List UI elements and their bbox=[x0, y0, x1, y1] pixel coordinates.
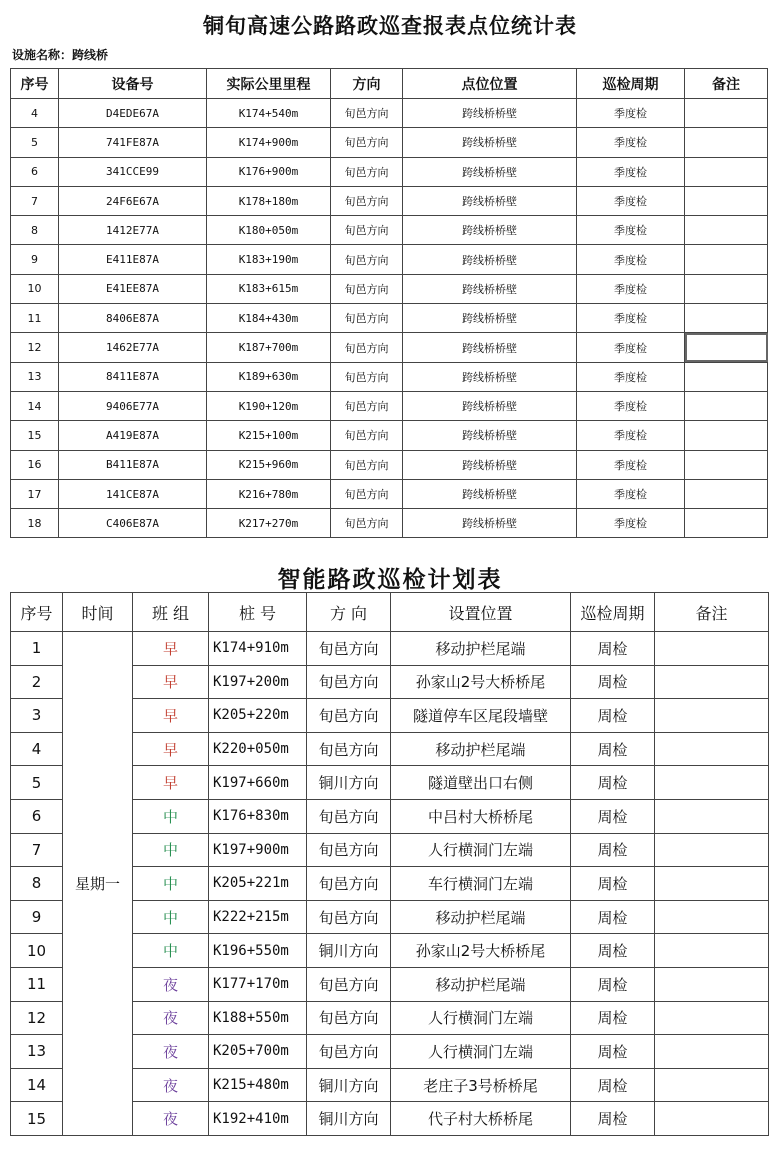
row-number-cell: 14 bbox=[11, 1068, 63, 1102]
column-header: 班 组 bbox=[133, 593, 209, 632]
location-cell: 移动护栏尾端 bbox=[391, 632, 571, 666]
day-cell: 星期一 bbox=[63, 632, 133, 1136]
column-header: 备注 bbox=[685, 69, 768, 99]
row-number-cell: 6 bbox=[11, 799, 63, 833]
remark-cell bbox=[655, 934, 769, 968]
point-location-cell: 跨线桥桥壁 bbox=[403, 186, 577, 215]
row-number-cell: 1 bbox=[11, 632, 63, 666]
column-header: 序号 bbox=[11, 593, 63, 632]
location-cell: 人行横洞门左端 bbox=[391, 1001, 571, 1035]
remark-cell bbox=[655, 766, 769, 800]
mileage-cell: K178+180m bbox=[207, 186, 331, 215]
inspection-cycle-cell: 周检 bbox=[571, 967, 655, 1001]
stake-number-cell: K220+050m bbox=[209, 732, 307, 766]
direction-cell: 旬邑方向 bbox=[307, 665, 391, 699]
remark-cell bbox=[655, 833, 769, 867]
table-row bbox=[11, 450, 768, 479]
table-row bbox=[11, 632, 769, 666]
mileage-cell: K180+050m bbox=[207, 216, 331, 245]
stake-number-cell: K215+480m bbox=[209, 1068, 307, 1102]
inspection-cycle-cell: 周检 bbox=[571, 900, 655, 934]
remark-cell bbox=[685, 333, 768, 362]
inspection-cycle-cell: 周检 bbox=[571, 1102, 655, 1136]
table-header-row bbox=[11, 593, 769, 632]
row-number-cell: 11 bbox=[11, 967, 63, 1001]
direction-cell: 铜川方向 bbox=[307, 1102, 391, 1136]
device-code-cell: D4EDE67A bbox=[59, 99, 207, 128]
stake-number-cell: K197+900m bbox=[209, 833, 307, 867]
device-code-cell: E41EE87A bbox=[59, 274, 207, 303]
inspection-cycle-cell: 周检 bbox=[571, 665, 655, 699]
shift-cell: 中 bbox=[133, 934, 209, 968]
mileage-cell: K183+615m bbox=[207, 274, 331, 303]
location-cell: 老庄子3号桥桥尾 bbox=[391, 1068, 571, 1102]
remark-cell bbox=[685, 128, 768, 157]
stake-number-cell: K205+221m bbox=[209, 867, 307, 901]
point-location-cell: 跨线桥桥壁 bbox=[403, 509, 577, 538]
row-number-cell: 15 bbox=[11, 1102, 63, 1136]
direction-cell: 旬邑方向 bbox=[331, 391, 403, 420]
point-location-cell: 跨线桥桥壁 bbox=[403, 216, 577, 245]
remark-cell bbox=[685, 450, 768, 479]
row-number-cell: 16 bbox=[11, 450, 59, 479]
direction-cell: 铜川方向 bbox=[307, 1068, 391, 1102]
row-number-cell: 7 bbox=[11, 186, 59, 215]
point-location-cell: 跨线桥桥壁 bbox=[403, 450, 577, 479]
mileage-cell: K174+900m bbox=[207, 128, 331, 157]
shift-cell: 夜 bbox=[133, 1102, 209, 1136]
row-number-cell: 8 bbox=[11, 867, 63, 901]
remark-cell bbox=[655, 967, 769, 1001]
remark-cell bbox=[685, 216, 768, 245]
remark-cell bbox=[685, 362, 768, 391]
remark-cell bbox=[655, 900, 769, 934]
remark-cell bbox=[685, 245, 768, 274]
remark-cell bbox=[685, 479, 768, 508]
mileage-cell: K215+960m bbox=[207, 450, 331, 479]
shift-cell: 中 bbox=[133, 833, 209, 867]
direction-cell: 旬邑方向 bbox=[331, 304, 403, 333]
row-number-cell: 11 bbox=[11, 304, 59, 333]
remark-cell bbox=[685, 274, 768, 303]
mileage-cell: K189+630m bbox=[207, 362, 331, 391]
table-row bbox=[11, 509, 768, 538]
remark-cell bbox=[685, 157, 768, 186]
column-header: 桩 号 bbox=[209, 593, 307, 632]
location-cell: 中吕村大桥桥尾 bbox=[391, 799, 571, 833]
shift-cell: 夜 bbox=[133, 1068, 209, 1102]
shift-cell: 中 bbox=[133, 799, 209, 833]
mileage-cell: K184+430m bbox=[207, 304, 331, 333]
row-number-cell: 12 bbox=[11, 1001, 63, 1035]
direction-cell: 铜川方向 bbox=[307, 934, 391, 968]
direction-cell: 旬邑方向 bbox=[331, 333, 403, 362]
inspection-cycle-cell: 季度检 bbox=[577, 186, 685, 215]
inspection-cycle-cell: 季度检 bbox=[577, 421, 685, 450]
mileage-cell: K176+900m bbox=[207, 157, 331, 186]
direction-cell: 铜川方向 bbox=[307, 766, 391, 800]
location-cell: 人行横洞门左端 bbox=[391, 1035, 571, 1069]
remark-cell bbox=[655, 799, 769, 833]
row-number-cell: 12 bbox=[11, 333, 59, 362]
remark-cell bbox=[685, 509, 768, 538]
stake-number-cell: K205+700m bbox=[209, 1035, 307, 1069]
mileage-cell: K216+780m bbox=[207, 479, 331, 508]
plan-table-title: 智能路政巡检计划表 bbox=[277, 566, 503, 593]
table-row bbox=[11, 362, 768, 391]
facility-name: 设施名称：跨线桥 bbox=[12, 48, 109, 62]
row-number-cell: 10 bbox=[11, 934, 63, 968]
inspection-cycle-cell: 季度检 bbox=[577, 245, 685, 274]
column-header: 实际公里里程 bbox=[207, 69, 331, 99]
point-location-cell: 跨线桥桥壁 bbox=[403, 274, 577, 303]
inspection-cycle-cell: 季度检 bbox=[577, 450, 685, 479]
point-location-cell: 跨线桥桥壁 bbox=[403, 304, 577, 333]
direction-cell: 旬邑方向 bbox=[307, 699, 391, 733]
inspection-cycle-cell: 季度检 bbox=[577, 509, 685, 538]
direction-cell: 旬邑方向 bbox=[307, 732, 391, 766]
row-number-cell: 13 bbox=[11, 1035, 63, 1069]
inspection-cycle-cell: 季度检 bbox=[577, 274, 685, 303]
direction-cell: 旬邑方向 bbox=[331, 450, 403, 479]
direction-cell: 旬邑方向 bbox=[331, 479, 403, 508]
device-code-cell: 1462E77A bbox=[59, 333, 207, 362]
row-number-cell: 8 bbox=[11, 216, 59, 245]
stake-number-cell: K205+220m bbox=[209, 699, 307, 733]
location-cell: 移动护栏尾端 bbox=[391, 900, 571, 934]
point-location-cell: 跨线桥桥壁 bbox=[403, 391, 577, 420]
point-location-cell: 跨线桥桥壁 bbox=[403, 362, 577, 391]
location-cell: 移动护栏尾端 bbox=[391, 967, 571, 1001]
location-cell: 代子村大桥桥尾 bbox=[391, 1102, 571, 1136]
row-number-cell: 4 bbox=[11, 99, 59, 128]
inspection-cycle-cell: 周检 bbox=[571, 1001, 655, 1035]
location-cell: 隧道壁出口右侧 bbox=[391, 766, 571, 800]
table-row bbox=[11, 216, 768, 245]
direction-cell: 旬邑方向 bbox=[331, 99, 403, 128]
row-number-cell: 4 bbox=[11, 732, 63, 766]
table-row bbox=[11, 304, 768, 333]
point-location-cell: 跨线桥桥壁 bbox=[403, 157, 577, 186]
inspection-cycle-cell: 季度检 bbox=[577, 362, 685, 391]
table-row bbox=[11, 245, 768, 274]
table-row bbox=[11, 333, 768, 362]
row-number-cell: 3 bbox=[11, 699, 63, 733]
mileage-cell: K190+120m bbox=[207, 391, 331, 420]
point-location-cell: 跨线桥桥壁 bbox=[403, 421, 577, 450]
point-location-cell: 跨线桥桥壁 bbox=[403, 245, 577, 274]
remark-cell bbox=[655, 699, 769, 733]
row-number-cell: 7 bbox=[11, 833, 63, 867]
location-cell: 孙家山2号大桥桥尾 bbox=[391, 665, 571, 699]
stake-number-cell: K174+910m bbox=[209, 632, 307, 666]
inspection-cycle-cell: 周检 bbox=[571, 1035, 655, 1069]
column-header: 序号 bbox=[11, 69, 59, 99]
mileage-cell: K215+100m bbox=[207, 421, 331, 450]
shift-cell: 早 bbox=[133, 732, 209, 766]
inspection-cycle-cell: 周检 bbox=[571, 799, 655, 833]
remark-cell bbox=[655, 665, 769, 699]
shift-cell: 夜 bbox=[133, 967, 209, 1001]
column-header: 点位位置 bbox=[403, 69, 577, 99]
mileage-cell: K187+700m bbox=[207, 333, 331, 362]
row-number-cell: 18 bbox=[11, 509, 59, 538]
shift-cell: 夜 bbox=[133, 1001, 209, 1035]
stake-number-cell: K192+410m bbox=[209, 1102, 307, 1136]
table-row bbox=[11, 157, 768, 186]
row-number-cell: 5 bbox=[11, 128, 59, 157]
stake-number-cell: K188+550m bbox=[209, 1001, 307, 1035]
direction-cell: 旬邑方向 bbox=[307, 967, 391, 1001]
table-row bbox=[11, 391, 768, 420]
direction-cell: 旬邑方向 bbox=[331, 362, 403, 391]
inspection-cycle-cell: 季度检 bbox=[577, 157, 685, 186]
inspection-cycle-cell: 周检 bbox=[571, 1068, 655, 1102]
inspection-cycle-cell: 周检 bbox=[571, 699, 655, 733]
inspection-cycle-cell: 季度检 bbox=[577, 128, 685, 157]
row-number-cell: 5 bbox=[11, 766, 63, 800]
column-header: 方 向 bbox=[307, 593, 391, 632]
mileage-cell: K217+270m bbox=[207, 509, 331, 538]
shift-cell: 中 bbox=[133, 900, 209, 934]
stake-number-cell: K196+550m bbox=[209, 934, 307, 968]
row-number-cell: 2 bbox=[11, 665, 63, 699]
row-number-cell: 17 bbox=[11, 479, 59, 508]
remark-cell bbox=[655, 732, 769, 766]
location-cell: 移动护栏尾端 bbox=[391, 732, 571, 766]
direction-cell: 旬邑方向 bbox=[307, 799, 391, 833]
remark-cell bbox=[655, 1001, 769, 1035]
remark-cell bbox=[685, 186, 768, 215]
row-number-cell: 9 bbox=[11, 245, 59, 274]
direction-cell: 旬邑方向 bbox=[331, 186, 403, 215]
table-row bbox=[11, 99, 768, 128]
inspection-cycle-cell: 周检 bbox=[571, 867, 655, 901]
device-code-cell: C406E87A bbox=[59, 509, 207, 538]
mileage-cell: K174+540m bbox=[207, 99, 331, 128]
shift-cell: 早 bbox=[133, 699, 209, 733]
column-header: 方向 bbox=[331, 69, 403, 99]
remark-cell bbox=[685, 304, 768, 333]
table-row bbox=[11, 186, 768, 215]
row-number-cell: 10 bbox=[11, 274, 59, 303]
column-header: 时间 bbox=[63, 593, 133, 632]
direction-cell: 旬邑方向 bbox=[307, 900, 391, 934]
direction-cell: 旬邑方向 bbox=[331, 157, 403, 186]
direction-cell: 旬邑方向 bbox=[307, 867, 391, 901]
column-header: 巡检周期 bbox=[577, 69, 685, 99]
point-location-cell: 跨线桥桥壁 bbox=[403, 333, 577, 362]
location-cell: 车行横洞门左端 bbox=[391, 867, 571, 901]
inspection-cycle-cell: 周检 bbox=[571, 632, 655, 666]
point-stats-table bbox=[10, 68, 768, 538]
location-cell: 人行横洞门左端 bbox=[391, 833, 571, 867]
row-number-cell: 14 bbox=[11, 391, 59, 420]
shift-cell: 早 bbox=[133, 766, 209, 800]
device-code-cell: E411E87A bbox=[59, 245, 207, 274]
remark-cell bbox=[685, 421, 768, 450]
row-number-cell: 6 bbox=[11, 157, 59, 186]
device-code-cell: A419E87A bbox=[59, 421, 207, 450]
device-code-cell: 8411E87A bbox=[59, 362, 207, 391]
remark-cell bbox=[655, 632, 769, 666]
point-location-cell: 跨线桥桥壁 bbox=[403, 479, 577, 508]
shift-cell: 早 bbox=[133, 632, 209, 666]
direction-cell: 旬邑方向 bbox=[307, 1001, 391, 1035]
point-location-cell: 跨线桥桥壁 bbox=[403, 128, 577, 157]
direction-cell: 旬邑方向 bbox=[331, 509, 403, 538]
row-number-cell: 15 bbox=[11, 421, 59, 450]
stake-number-cell: K222+215m bbox=[209, 900, 307, 934]
direction-cell: 旬邑方向 bbox=[331, 216, 403, 245]
direction-cell: 旬邑方向 bbox=[307, 632, 391, 666]
inspection-cycle-cell: 周检 bbox=[571, 934, 655, 968]
table-row bbox=[11, 421, 768, 450]
shift-cell: 夜 bbox=[133, 1035, 209, 1069]
device-code-cell: B411E87A bbox=[59, 450, 207, 479]
mileage-cell: K183+190m bbox=[207, 245, 331, 274]
remark-cell bbox=[655, 867, 769, 901]
column-header: 设备号 bbox=[59, 69, 207, 99]
stake-number-cell: K197+660m bbox=[209, 766, 307, 800]
location-cell: 隧道停车区尾段墙壁 bbox=[391, 699, 571, 733]
remark-cell bbox=[685, 99, 768, 128]
direction-cell: 旬邑方向 bbox=[307, 1035, 391, 1069]
remark-cell bbox=[655, 1068, 769, 1102]
row-number-cell: 9 bbox=[11, 900, 63, 934]
direction-cell: 旬邑方向 bbox=[331, 128, 403, 157]
remark-cell bbox=[655, 1102, 769, 1136]
direction-cell: 旬邑方向 bbox=[331, 421, 403, 450]
inspection-cycle-cell: 季度检 bbox=[577, 99, 685, 128]
direction-cell: 旬邑方向 bbox=[307, 833, 391, 867]
direction-cell: 旬邑方向 bbox=[331, 245, 403, 274]
table-row bbox=[11, 274, 768, 303]
inspection-cycle-cell: 季度检 bbox=[577, 216, 685, 245]
inspection-cycle-cell: 季度检 bbox=[577, 304, 685, 333]
location-cell: 孙家山2号大桥桥尾 bbox=[391, 934, 571, 968]
shift-cell: 早 bbox=[133, 665, 209, 699]
inspection-cycle-cell: 季度检 bbox=[577, 391, 685, 420]
table-header-row bbox=[11, 69, 768, 99]
device-code-cell: 141CE87A bbox=[59, 479, 207, 508]
stake-number-cell: K176+830m bbox=[209, 799, 307, 833]
inspection-cycle-cell: 周检 bbox=[571, 732, 655, 766]
column-header: 巡检周期 bbox=[571, 593, 655, 632]
inspection-cycle-cell: 周检 bbox=[571, 766, 655, 800]
column-header: 备注 bbox=[655, 593, 769, 632]
point-location-cell: 跨线桥桥壁 bbox=[403, 99, 577, 128]
column-header: 设置位置 bbox=[391, 593, 571, 632]
table-row bbox=[11, 479, 768, 508]
inspection-cycle-cell: 季度检 bbox=[577, 333, 685, 362]
table-row bbox=[11, 128, 768, 157]
stats-table-title: 铜旬高速公路路政巡查报表点位统计表 bbox=[203, 13, 577, 38]
device-code-cell: 8406E87A bbox=[59, 304, 207, 333]
shift-cell: 中 bbox=[133, 867, 209, 901]
remark-cell bbox=[685, 391, 768, 420]
inspection-cycle-cell: 季度检 bbox=[577, 479, 685, 508]
inspection-cycle-cell: 周检 bbox=[571, 833, 655, 867]
stake-number-cell: K197+200m bbox=[209, 665, 307, 699]
patrol-plan-table bbox=[10, 592, 769, 1136]
row-number-cell: 13 bbox=[11, 362, 59, 391]
device-code-cell: 1412E77A bbox=[59, 216, 207, 245]
device-code-cell: 341CCE99 bbox=[59, 157, 207, 186]
device-code-cell: 24F6E67A bbox=[59, 186, 207, 215]
remark-cell bbox=[655, 1035, 769, 1069]
device-code-cell: 741FE87A bbox=[59, 128, 207, 157]
direction-cell: 旬邑方向 bbox=[331, 274, 403, 303]
stake-number-cell: K177+170m bbox=[209, 967, 307, 1001]
device-code-cell: 9406E77A bbox=[59, 391, 207, 420]
